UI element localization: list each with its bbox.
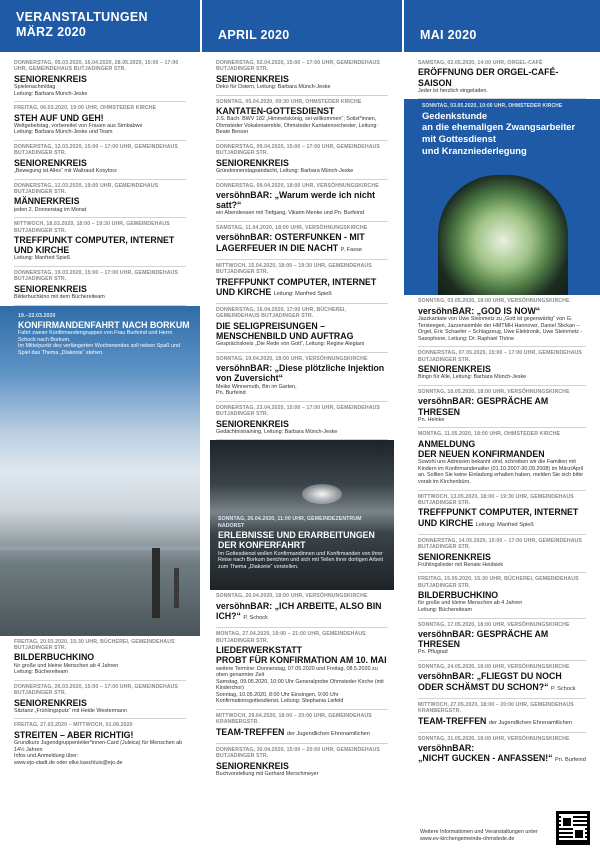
event-date: DONNERSTAG, 09.04.2020, 18:00 UHR, VERSÖHNUNGSKIRCHE <box>216 182 379 189</box>
event-leader: Leitung: Manfred Spieß <box>475 521 534 528</box>
event-title-text: MÄNNERKREIS <box>14 196 80 207</box>
event-date: DONNERSTAG, 19.03.2020, 15:00 – 17:00 UHR, GEMEINDEHAUS BUTJADINGER STR. <box>14 270 178 283</box>
event-title <box>216 727 388 739</box>
event-date: SONNTAG, 26.04.2020, 18:00 UHR, VERSÖHNUNGSKIRCHE <box>216 593 368 600</box>
event-title: KONFIRMANDENFAHRT NACH BORKUM <box>18 320 190 331</box>
event-date: DONNERSTAG, 23.04.2020, 15:00 – 17:00 UHR, GEMEINDEHAUS BUTJADINGER STR. <box>216 404 380 418</box>
event-leader: P. Fasse <box>340 246 362 253</box>
event-description: für große und kleine Menschen ab 4 Jahren Leitung: Büchereiteam <box>14 662 119 676</box>
event-description: Gesprächskreis „Die Rede von Gott“, Leitung: Regine Alegiani <box>216 341 365 348</box>
event-item <box>14 218 186 267</box>
event-date: SONNTAG, 31.05.2020, 18:00 UHR, VERSÖHNUNGSKIRCHE <box>418 735 570 742</box>
event-title-text: TEAM-TREFFEN <box>216 726 285 737</box>
event-date: MITTWOCH, 13.05.2020, 18:00 – 19:30 UHR, GEMEINDEHAUS BUTJADINGER STR. <box>418 493 574 506</box>
event-item <box>418 491 586 535</box>
event-date: FREITAG, 15.05.2020, 15:30 UHR, BÜCHEREI, GEMEINDEHAUS BUTJADINGER STR. <box>418 576 579 589</box>
event-leader: Pn. Burfeind <box>555 757 586 764</box>
event-title-text: TREFFPUNKT COMPUTER, INTERNET UND KIRCHE <box>216 276 377 297</box>
event-title-text: versöhnBAR: „Diese plötzliche Injektion von Zuversicht“ <box>216 363 385 384</box>
event-title <box>216 419 388 429</box>
event-item <box>418 428 586 490</box>
event-title <box>216 277 388 299</box>
event-description: Bingo für Alle, Leitung: Barbara Münch-Jeske <box>418 374 527 381</box>
event-item <box>216 353 388 402</box>
event-description: Fahrt zweier Konfirmandengruppen von Frau Burfeind und Herrn Schock nach Borkum. Im Mittelpunkt des verlängerten Wochenendes soll neben Spaß und Spiel das Thema „Diakonie“ stehen. <box>18 330 181 357</box>
event-title-text: versöhnBAR: „ICH ARBEITE, ALSO BIN ICH?“ <box>216 600 382 622</box>
event-date: MONTAG, 11.05.2020, 18:00 UHR, OHMSTEDER KIRCHE <box>418 431 561 438</box>
event-title-text: SENIORENKREIS <box>14 697 87 708</box>
event-description: Pn. Heinke <box>418 416 445 423</box>
event-description: Leitung: Manfred Spieß <box>14 255 71 262</box>
event-title <box>216 106 388 116</box>
event-title <box>14 235 186 255</box>
event-item <box>14 719 186 770</box>
event-description: Pn. Pflugrad <box>418 649 448 656</box>
event-title <box>14 284 186 294</box>
event-description: Gründonnerstagsandacht, Leitung: Barbara Münch-Jeske <box>216 168 354 175</box>
event-date: SAMSTAG, 02.05.2020, 14:00 UHR, ORGEL-CAFÉ <box>418 60 543 66</box>
event-item <box>14 57 186 102</box>
event-title <box>14 74 186 84</box>
event-leader: der Jugendlichen Ehrenamtlichen <box>286 730 370 737</box>
featured-event <box>210 440 394 590</box>
event-leader: der Jugendlichen Ehrenamtlichen <box>488 719 572 726</box>
event-description: Meike Winnemuth, Bin im Garten, Pn. Burfeind <box>216 383 297 397</box>
event-date: SONNTAG, 05.04.2020, 09:30 UHR, OHMSTEDER KIRCHE <box>216 98 362 105</box>
event-date: SONNTAG, 24.05.2020, 18:00 UHR, VERSÖHNUNGSKIRCHE <box>418 664 570 671</box>
event-description: Gedächtnistraining, Leitung: Barbara Münch-Jeske <box>216 428 338 435</box>
column-header <box>0 0 200 52</box>
event-item <box>418 57 586 99</box>
event-title <box>418 552 586 562</box>
event-item <box>14 180 186 219</box>
footer-note: Weitere Informationen und Veranstaltungen unter www.ev-kirchengemeinde-ohmstede.de <box>420 829 538 843</box>
event-item <box>418 535 586 574</box>
event-title <box>216 158 388 168</box>
event-item <box>418 295 586 347</box>
photo-element <box>152 548 160 618</box>
event-title <box>216 601 388 623</box>
event-date: SONNTAG, 17.05.2020, 18:00 UHR, VERSÖHNUNGSKIRCHE <box>418 621 570 628</box>
event-date: DONNERSTAG, 16.04.2020, 17:00 UHR, BÜCHEREI, GEMEINDEHAUS BUTJADINGER STR. <box>216 307 346 320</box>
event-title-text: DIE SELIGPREISUNGEN – MENSCHENBILD UND AUFTRAG <box>216 320 354 342</box>
event-title-text: SENIORENKREIS <box>216 157 289 168</box>
event-title <box>418 396 586 416</box>
event-date: DONNERSTAG, 30.04.2020, 15:00 – 20:00 UHR, GEMEINDEHAUS BUTJADINGER STR. <box>216 747 380 760</box>
event-item <box>14 636 186 681</box>
event-description: Sitztanz „Frühlingsputz“ mit Heide Westermann <box>14 707 127 714</box>
column-april <box>202 0 402 849</box>
event-item <box>14 681 186 720</box>
event-title-text: TREFFPUNKT COMPUTER, INTERNET UND KIRCHE <box>14 235 175 256</box>
event-item <box>418 661 586 699</box>
event-description: Weltgebetstag, vorbereitet von Frauen aus Simbabwe Leitung: Barbara Münch-Jeske und Team <box>14 122 143 136</box>
event-title-text: SENIORENKREIS <box>216 73 289 84</box>
event-date: FREITAG, 06.03.2020, 19:00 UHR, OHMSTEDER KIRCHE <box>14 105 157 112</box>
event-title-text: SENIORENKREIS <box>216 760 289 771</box>
event-item <box>14 102 186 141</box>
event-description: Grundkurs Jugendgruppenleiter*innen-Card (Juleica) für Menschen ab 14½ Jahren Infos und Anmeldung über: www.ejo-stadt.de oder elke.kaschluis@ejo.de <box>14 740 183 766</box>
event-description: weitere Termine: Donnerstag, 07.05.2020 und Freitag, 08.5.2020 zu oben genannter Zeit Samstag, 09.05.2020, 10:00 Uhr Generalprobe Ohmsteder Kirche (mit Kinderchor) Sonntag, 10.05.2020, 8:00 Uhr Einsingen, 9:00 Uhr Konfirmationsgottesdienst, Leitung: Stephania Liefeld <box>216 665 384 705</box>
event-title-text: STEH AUF UND GEH! <box>14 112 104 123</box>
event-title <box>14 196 186 206</box>
event-item <box>14 141 186 180</box>
column-may <box>404 0 600 849</box>
event-item <box>216 57 388 96</box>
column-header <box>404 0 600 52</box>
event-title-text: versöhnBAR: „FLIEGST DU NOCH ODER SCHÄMST DU SCHON?“ <box>418 671 562 692</box>
event-title-text: ERÖFFNUNG DER ORGEL-CAFÉ-SAISON <box>418 67 559 88</box>
event-title <box>14 158 186 168</box>
event-title <box>418 439 586 459</box>
event-title-text: SENIORENKREIS <box>14 157 87 168</box>
event-date: MITTWOCH, 15.04.2020, 18:00 – 19:30 UHR, GEMEINDEHAUS BUTJADINGER STR. <box>216 262 372 276</box>
event-item <box>216 628 388 710</box>
event-description: Frühlingslieder mit Renate Heidsiek <box>418 561 504 568</box>
event-item <box>216 744 388 782</box>
event-description: J.S. Bach: BWV 182 „Himmelskönig, sei willkommen“; Solist*innen, Ohmsteder Vokalensemble, Ohmsteder Kantatenorchester, Leitung: Beate Besser <box>216 116 378 136</box>
event-date: 19.–22.03.2020 <box>18 312 56 319</box>
event-description: Buchvorstellung mit Gerhard Merschmeyer <box>216 771 319 778</box>
event-date: SONNTAG, 19.04.2020, 18:00 UHR, VERSÖHNUNGSKIRCHE <box>216 355 368 362</box>
event-title <box>418 306 586 316</box>
event-title <box>216 363 388 383</box>
qr-code-icon <box>556 811 590 845</box>
photo-element <box>174 568 179 608</box>
event-title-text: ANMELDUNG DER NEUEN KONFIRMANDEN <box>418 438 545 460</box>
event-title <box>14 698 186 708</box>
event-title-text: KANTATEN-GOTTESDIENST <box>216 106 335 117</box>
event-title <box>14 652 186 662</box>
photo-element <box>0 546 200 550</box>
event-title <box>418 364 586 374</box>
event-title-text: versöhnBAR: „Warum werde ich nicht satt?“ <box>216 190 376 211</box>
event-item <box>418 619 586 661</box>
event-leader: Leitung: Manfred Spieß <box>273 290 332 297</box>
event-description: Im Gottesdienst wollen Konfirmandinnen und Konfirmanden von ihrer Reise nach Borkum berichten und sich mit Teilen ihrer dortigen Arbeit zum Thema „Diakonie“ vorstellen. <box>218 550 383 570</box>
event-date: FREITAG, 20.03.2020, 15:30 UHR, BÜCHEREI, GEMEINDEHAUS BUTJADINGER STR. <box>14 638 175 652</box>
event-title <box>418 507 586 529</box>
event-description: ein Abendessen mit Tiefgang, Vikarin Menke und Pn. Burfeind <box>216 210 364 217</box>
event-description: Deko für Ostern, Leitung: Barbara Münch-Jeske <box>216 84 331 91</box>
event-title-text: SENIORENKREIS <box>418 364 491 375</box>
event-description: Spielenachmittag Leitung: Barbara Münch-Jeske <box>14 84 88 97</box>
event-item <box>216 710 388 744</box>
featured-event <box>404 99 600 295</box>
event-title: ERLEBNISSE UND ERARBEITUNGEN DER KONFERFAHRT <box>218 530 375 551</box>
event-title <box>216 232 388 254</box>
event-title-text: BILDERBUCHKINO <box>14 652 95 663</box>
event-title <box>418 716 586 728</box>
event-date: DONNERSTAG, 14.05.2020, 15:00 – 17:00 UHR, GEMEINDEHAUS BUTJADINGER STR. <box>418 537 582 551</box>
event-title <box>216 761 388 771</box>
event-date: DONNERSTAG, 09.04.2020, 15:00 – 17:00 UHR, GEMEINDEHAUS BUTJADINGER STR. <box>216 144 380 157</box>
photo-element <box>438 175 568 295</box>
event-title <box>216 74 388 84</box>
event-item <box>216 402 388 441</box>
event-date: DONNERSTAG, 12.03.2020, 19:00 UHR, GEMEINDEHAUS BUTJADINGER STR. <box>14 182 159 196</box>
event-item <box>418 573 586 618</box>
event-description: Bilderbuchkino mit dem Büchereiteam <box>14 294 105 301</box>
event-title-text: versöhnBAR: „NICHT GUCKEN - ANFASSEN!“ <box>418 743 553 764</box>
event-date: DONNERSTAG, 05.03.2020, 16.04.2020, 28.05.2020, 15:00 – 17:00 UHR, GEMEINDEHAUS BUTJADINGER STR. <box>14 60 179 73</box>
header-line: VERANSTALTUNGEN <box>16 10 148 24</box>
event-title-text: LIEDERWERKSTATT PROBT FÜR KONFIRMATION AM 10. MAI <box>216 645 387 666</box>
event-list <box>404 52 600 770</box>
event-item <box>418 386 586 428</box>
event-description: „Bewegung ist Alles“ mit Waltraud Kosytorz <box>14 168 117 175</box>
event-title <box>418 743 586 765</box>
event-title-text: versöhnBAR: GESPRÄCHE AM THRESEN <box>418 629 549 650</box>
event-title <box>14 113 186 123</box>
event-date: DONNERSTAG, 26.03.2020, 15:00 – 17:00 UHR, GEMEINDEHAUS BUTJADINGER STR. <box>14 683 178 697</box>
event-title-text: BILDERBUCHKINO <box>418 590 499 601</box>
event-date: SAMSTAG, 11.04.2020, 18:00 UHR, VERSÖHNUNGSKIRCHE <box>216 225 368 232</box>
photo-element <box>302 484 342 504</box>
event-item <box>216 141 388 180</box>
header-line: APRIL 2020 <box>218 28 290 42</box>
event-title <box>418 590 586 600</box>
event-title-text: versöhnBAR: GESPRÄCHE AM THRESEN <box>418 396 549 417</box>
event-date: SONNTAG, 26.04.2020, 11:00 UHR, GEMEINDEZENTRUM NADORST <box>218 516 362 529</box>
event-description: für große und kleine Menschen ab 4 Jahren Leitung: Büchereiteam <box>418 600 523 614</box>
event-date: MITTWOCH, 29.04.2020, 18:00 – 20:00 UHR, GEMEINDEHAUS KRANBERGSTR. <box>216 713 372 726</box>
column-header <box>202 0 402 52</box>
event-date: DONNERSTAG, 12.03.2020, 15:00 – 17:00 UHR, GEMEINDEHAUS BUTJADINGER STR. <box>14 144 178 157</box>
event-date: MITTWOCH, 27.05.2020, 18:00 – 20:00 UHR, GEMEINDEHAUS KRANBERGSTR. <box>418 701 574 715</box>
event-title-text: SENIORENKREIS <box>216 418 289 429</box>
featured-event <box>0 306 200 636</box>
event-title <box>418 671 586 693</box>
event-description: Jeder ist herzlich eingeladen. <box>418 87 488 94</box>
event-list <box>0 52 200 770</box>
event-item <box>14 267 186 306</box>
event-list <box>202 52 402 782</box>
event-title-text: versöhnBAR: OSTERFUNKEN - MIT LAGERFEUER IN DIE NACHT <box>216 232 365 253</box>
event-title: Gedenkstunde an die ehemaligen Zwangsarbeiter mit Gottesdienst und Kranzniederlegung <box>422 109 576 156</box>
event-title-text: SENIORENKREIS <box>14 73 87 84</box>
event-description: jeden 2. Donnerstag im Monat <box>14 206 87 213</box>
event-item <box>216 260 388 304</box>
event-item <box>216 304 388 353</box>
event-title-text: TEAM-TREFFEN <box>418 715 487 726</box>
event-item <box>216 222 388 260</box>
event-title <box>418 629 586 649</box>
column-march <box>0 0 200 849</box>
header-line: MÄRZ 2020 <box>16 25 87 39</box>
event-item <box>418 347 586 386</box>
event-date: MONTAG, 27.04.2020, 19:00 – 21:00 UHR, GEMEINDEHAUS BUTJADINGER STR. <box>216 631 366 644</box>
event-description: Jazzkantate von Uwe Steinmetz zu „Gott ist gegenwärtig“ von G. Tersteegen, Jazzensemble der HMTMH Hannover, Daniel Stickan – Orgel, Eric Schaefer – Schlagzeug, Uwe Elektronik, Uwe Steinmetz - Saxophone, Leitung: Dr. Raphael Thöne <box>418 316 583 342</box>
event-title <box>216 321 388 341</box>
event-title-text: SENIORENKREIS <box>418 551 491 562</box>
event-date: DONNERSTAG, 07.05.2020, 15:00 – 17:00 UHR, GEMEINDEHAUS BUTJADINGER STR. <box>418 350 582 363</box>
event-description: Sowohl uns Adressen bekannt sind, schreiben wir die Familien mit Kindern im Konfirmandenalter (01.10.2007-30.09.2008) im März/April an. Sollten Sie keine Einladung erhalten haben, melden Sie sich bitte vorab im Kirchenbüro. <box>418 459 584 485</box>
event-title-text: versöhnBAR: „GOD IS NOW“ <box>418 305 541 316</box>
event-title <box>216 645 388 665</box>
event-date: DONNERSTAG, 02.04.2020, 15:00 – 17:00 UHR, GEMEINDEHAUS BUTJADINGER STR. <box>216 60 380 73</box>
event-leader: P. Schock <box>550 685 576 692</box>
event-title <box>14 730 186 740</box>
event-item <box>216 180 388 222</box>
event-item <box>216 590 388 628</box>
event-date: SONNTAG, 03.05.2020, 10:00 UHR, OHMSTEDER KIRCHE <box>422 103 563 110</box>
event-date: MITTWOCH, 18.03.2020, 18:00 – 19:30 UHR, GEMEINDEHAUS BUTJADINGER STR. <box>14 221 170 234</box>
event-title-text: STREITEN – ABER RICHTIG! <box>14 729 134 740</box>
event-item <box>418 699 586 733</box>
event-date: SONNTAG, 10.05.2020, 18:00 UHR, VERSÖHNUNGSKIRCHE <box>418 389 570 395</box>
event-title-text: SENIORENKREIS <box>14 283 87 294</box>
header-line: MAI 2020 <box>420 28 477 42</box>
event-title <box>418 67 586 87</box>
event-title <box>216 190 388 210</box>
event-leader: P. Schock <box>243 615 268 622</box>
event-date: FREITAG, 27.03.2020 – MITTWOCH, 01.06.2020 <box>14 722 133 729</box>
event-item <box>418 733 586 770</box>
event-date: SONNTAG, 03.05.2020, 18:00 UHR, VERSÖHNUNGSKIRCHE <box>418 298 570 305</box>
event-title-text: TREFFPUNKT COMPUTER, INTERNET UND KIRCHE <box>418 507 579 528</box>
event-item <box>216 96 388 141</box>
